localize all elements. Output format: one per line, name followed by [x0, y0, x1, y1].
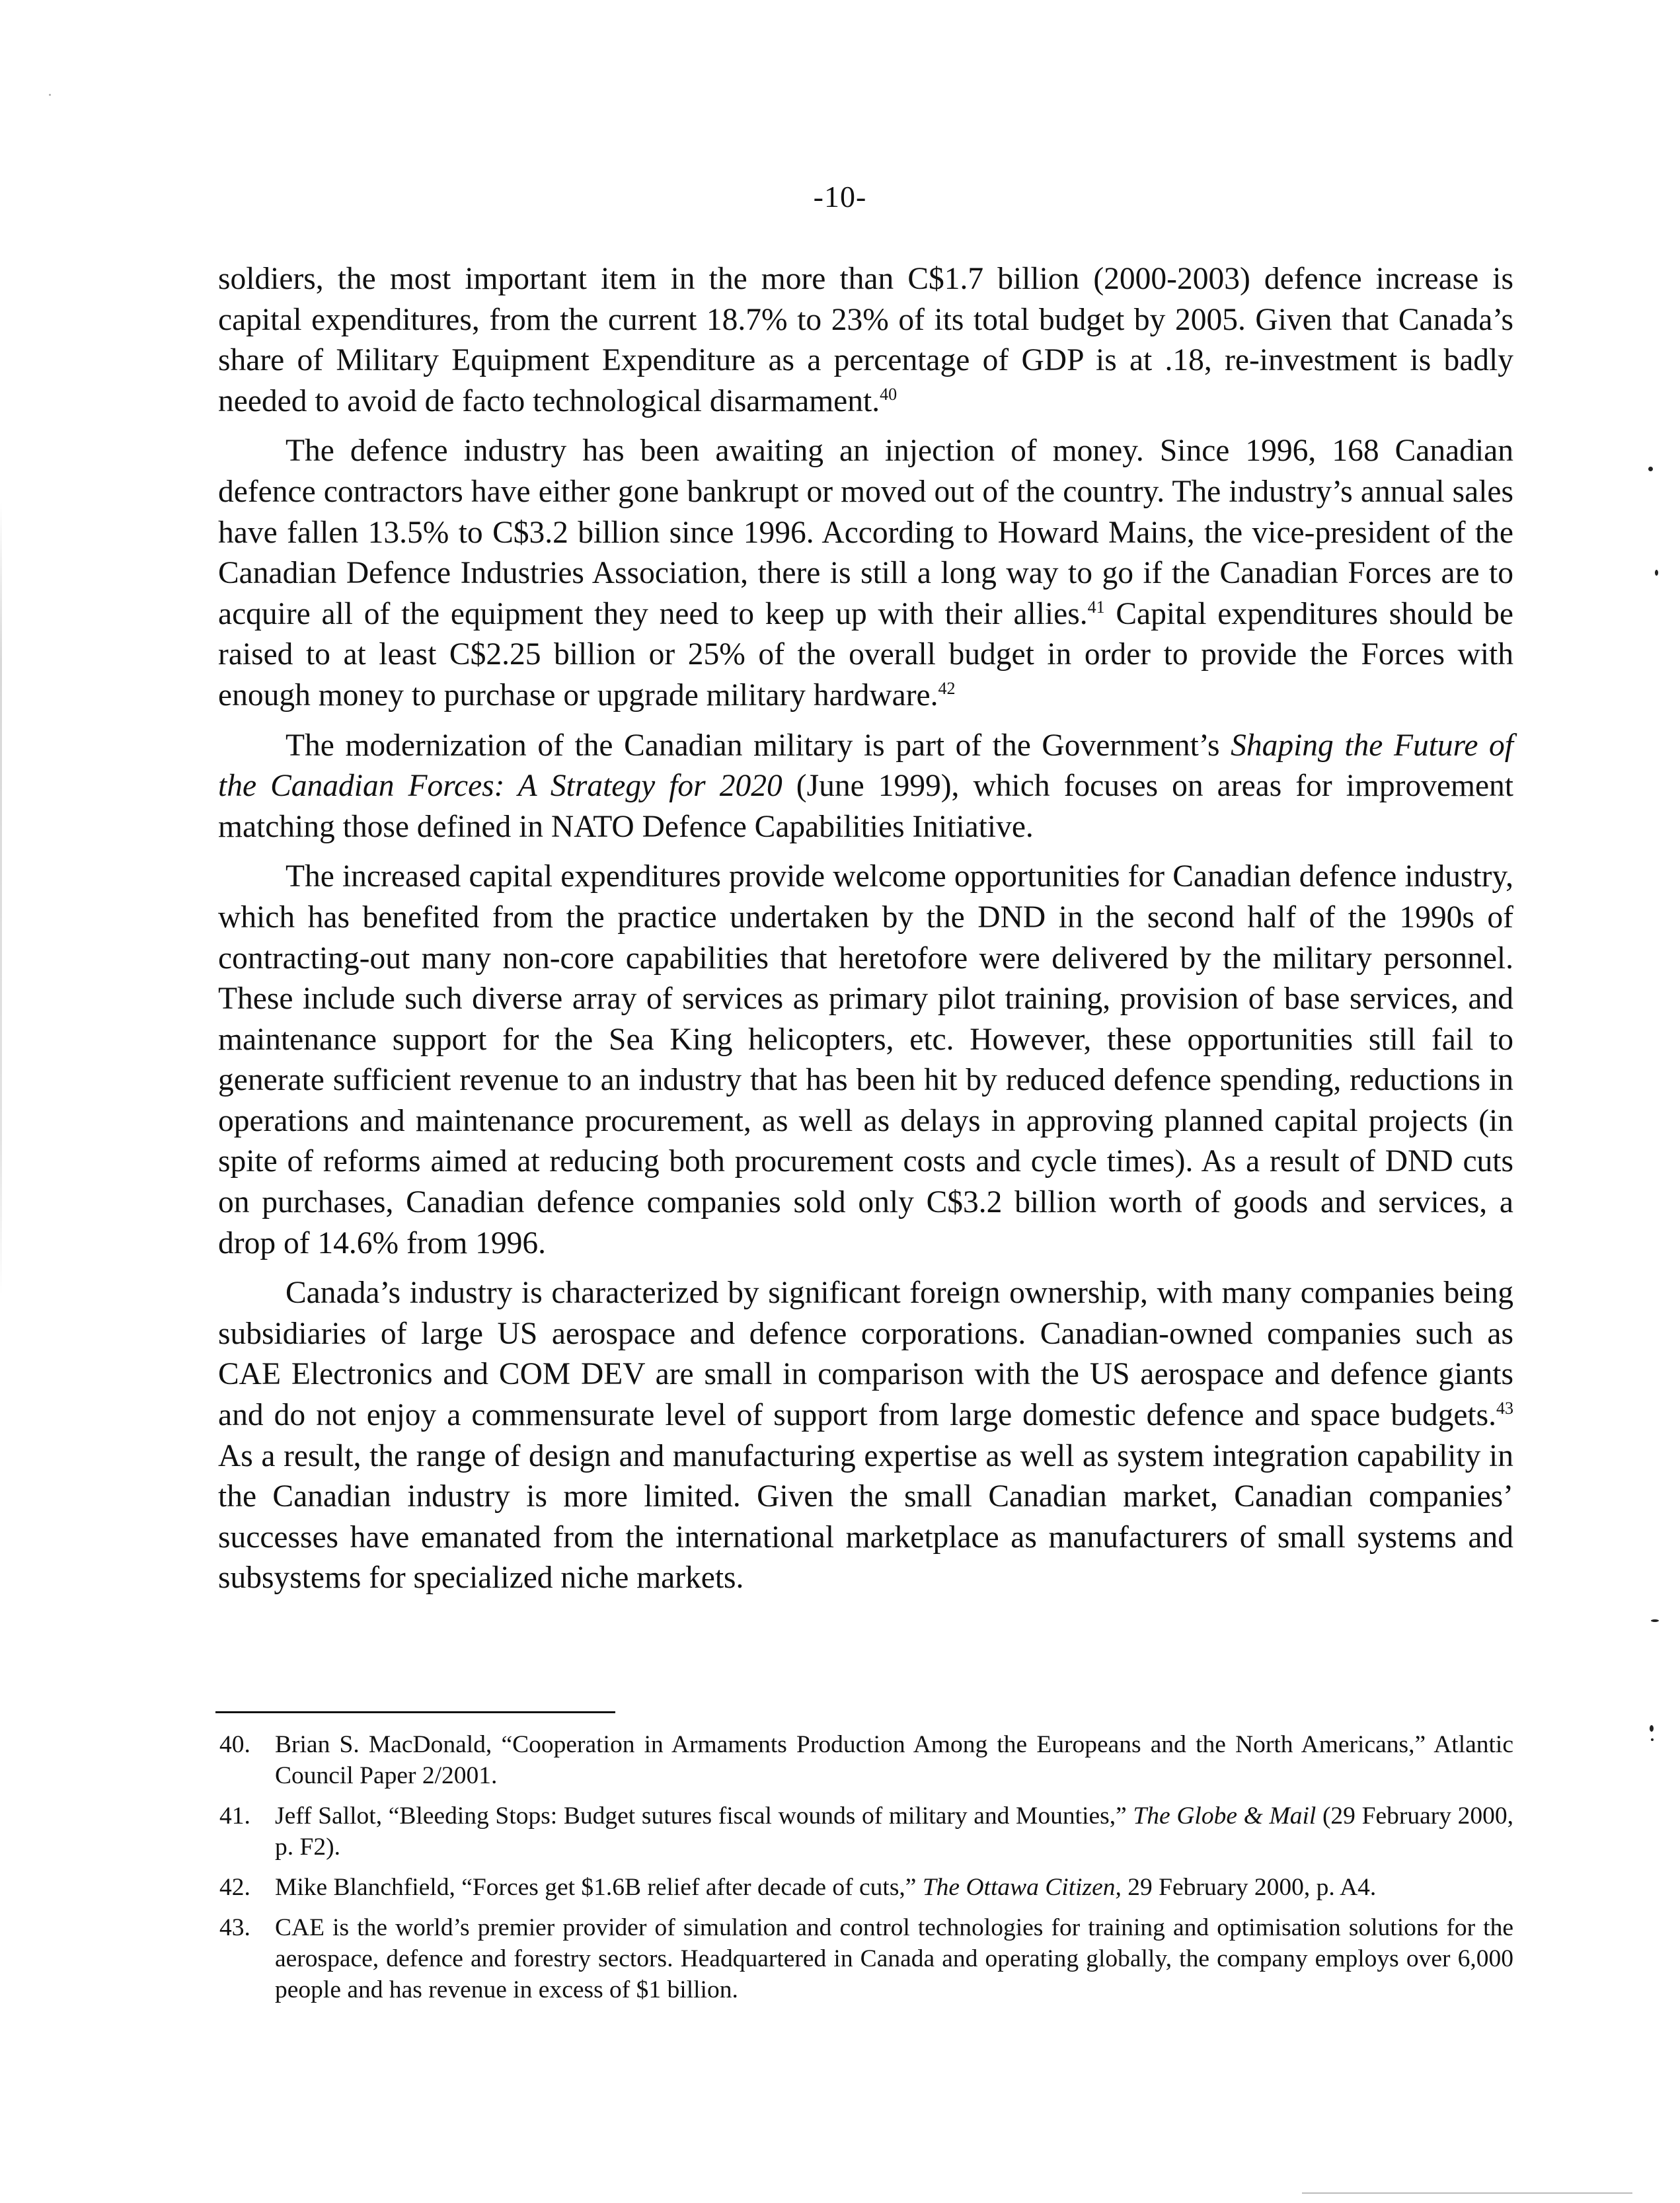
scan-speck [1651, 1738, 1654, 1741]
paragraph-5-text-a: Canada’s industry is characterized by significant foreign ownership, with many companies being subsidiaries of large US aerospace and defence corporations. Canadian-owned companies such as CAE Electronics and COM DEV are small in comparison with the US aerospace and defence giants and do not enjoy a commensurate level of support from large domestic defence and space budgets. [218, 1276, 1513, 1433]
paragraph-4-text: The increased capital expenditures provide welcome opportunities for Canadian defence industry, which has benefited from the practice undertaken by the DND in the second half of the 1990s of contracting-out many non-core capabilities that heretofore were delivered by the military personnel. These include such diverse array of services as primary pilot training, provision of base services, and maintenance support for the Sea King helicopters, etc. However, these opportunities still fail to generate sufficient revenue to an industry that has been hit by reduced defence spending, reductions in operations and maintenance procurement, as well as delays in approving planned capital projects (in spite of reforms aimed at reducing both procurement costs and cycle times). As a result of DND cuts on purchases, Canadian defence companies sold only C$3.2 billion worth of goods and services, a drop of 14.6% from 1996. [218, 859, 1513, 1260]
paragraph-2 [218, 431, 1513, 716]
paragraph-5-text-b: As a result, the range of design and manufacturing expertise as well as system integration capability in the Canadian industry is more limited. Given the small Canadian market, Canadian companies’ successes have emanated from the international marketplace as manufacturers of small systems and subsystems for specialized niche markets. [218, 1438, 1513, 1596]
footnote-text-a: Mike Blanchfield, “Forces get $1.6B relief after decade of cuts,” [275, 1874, 923, 1901]
paragraph-3 [218, 726, 1513, 848]
paragraph-2-text-b: Capital expenditures should be raised to at least C$2.25 billion or 25% of the overall budget in order to provide the Forces with enough money to purchase or upgrade military hardware. [218, 596, 1513, 713]
footnote-ref-40[interactable]: 40 [880, 384, 897, 404]
scan-bottom-edge [1302, 2192, 1632, 2194]
scan-speck [1650, 1725, 1654, 1732]
footnote-number: 43. [219, 1914, 250, 1941]
paragraph-2-text-a: The defence industry has been awaiting an injection of money. Since 1996, 168 Canadian defence contractors have either gone bankrupt or moved out of the country. The industry’s annual sales have fallen 13.5% to C$3.2 billion since 1996. According to Howard Mains, the vice-president of the Canadian Defence Industries Association, there is still a long way to go if the Canadian Forces are to acquire all of the equipment they need to keep up with their allies. [218, 434, 1513, 631]
footnote-number: 40. [219, 1731, 250, 1758]
paragraph-4 [218, 857, 1513, 1264]
footnote-text-b: 29 February 2000, p. A4. [1121, 1874, 1377, 1901]
page-number: -10- [813, 180, 867, 213]
paragraph-3-text-a: The modernization of the Canadian military is part of the Government’s [286, 728, 1231, 763]
footnote-text: CAE is the world’s premier provider of simulation and control technologies for training and optimisation solutions for the aerospace, defence and forestry sectors. Headquartered in Canada and operating globally, the company employs over 6,000 people and has revenue in excess of $1 billion. [275, 1914, 1513, 2003]
footnote-number: 42. [219, 1874, 250, 1901]
paragraph-1 [218, 259, 1513, 422]
footnote-text-b: (29 February 2000, p. F2). [275, 1802, 1513, 1861]
footnote-ref-41[interactable]: 41 [1087, 597, 1105, 617]
publication-title: The Globe & Mail [1133, 1802, 1317, 1830]
scan-speck [1651, 1619, 1659, 1622]
footnote-41 [219, 1800, 1513, 1863]
footnote-divider [215, 1711, 615, 1713]
footnote-ref-43[interactable]: 43 [1496, 1399, 1513, 1418]
footnote-text-a: Jeff Sallot, “Bleeding Stops: Budget sutures fiscal wounds of military and Mounties,” [275, 1802, 1133, 1830]
footnote-42 [219, 1872, 1513, 1903]
scan-edge-shadow [0, 502, 2, 1295]
publication-title: The Ottawa Citizen, [922, 1874, 1122, 1901]
footnote-43 [219, 1912, 1513, 2005]
paragraph-1-text: soldiers, the most important item in the more than C$1.7 billion (2000-2003) defence increase is capital expenditures, from the current 18.7% to 23% of its total budget by 2005. Given that Canada’s share of Military Equipment Expenditure as a percentage of GDP is at .18, re-investment is badly needed to avoid de facto technological disarmament. [218, 262, 1513, 418]
footnote-ref-42[interactable]: 42 [938, 679, 956, 699]
paragraph-3-text-b: (June 1999), which focuses on areas for improvement matching those defined in NATO Defence Capabilities Initiative. [218, 769, 1514, 844]
scan-speck [1648, 467, 1653, 471]
scan-speck [49, 94, 51, 96]
scan-speck [1655, 570, 1658, 576]
footnote-40 [219, 1729, 1513, 1791]
paragraph-5 [218, 1273, 1513, 1599]
footnote-text: Brian S. MacDonald, “Cooperation in Armaments Production Among the Europeans and the North Americans,” Atlantic Council Paper 2/2001. [275, 1731, 1513, 1789]
footnote-number: 41. [219, 1802, 250, 1830]
body-text [218, 259, 1513, 1608]
strategy-title: Shaping the Future of the Canadian Forces: A Strategy for 2020 [218, 728, 1513, 804]
footnotes [219, 1729, 1513, 2015]
